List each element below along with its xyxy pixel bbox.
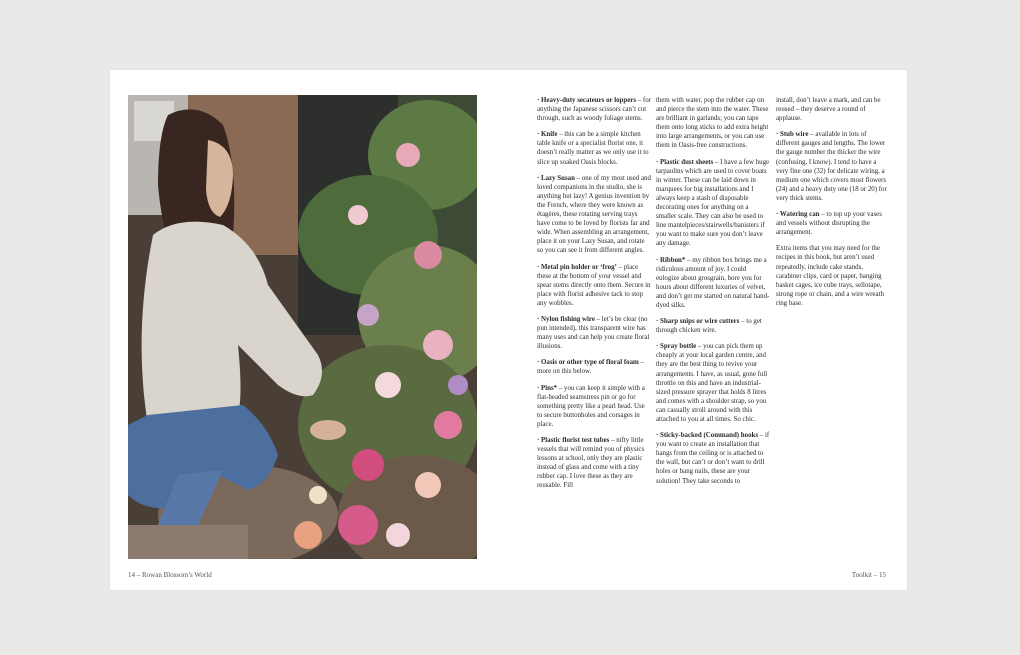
toolkit-item — [776, 96, 890, 123]
toolkit-item — [776, 244, 890, 308]
toolkit-item — [537, 263, 651, 308]
toolkit-item — [656, 256, 770, 311]
toolkit-item — [537, 358, 651, 376]
page-footer-right: Toolkit – 15 — [851, 571, 886, 579]
item-text: – to get through chicken wire. — [656, 318, 762, 335]
page-footer-left: 14 – Rowan Blossom’s World — [128, 571, 212, 579]
toolkit-item — [656, 158, 770, 249]
item-text: – my ribbon box brings me a ridiculous amount of joy. I could eulogize about grosgrain, bore you for hours about different luxuries of velvet, and don’t get me started on natural hand-dyed silks. — [656, 256, 770, 309]
toolkit-item — [656, 96, 770, 151]
item-term: · Watering can — [776, 211, 820, 219]
item-text: – place these at the bottom of your vessel and spear stems directly onto them. Secure in place with florist adhesive tack to stop any wobbles. — [537, 263, 651, 307]
toolkit-item — [537, 174, 651, 256]
item-text: – available in lots of different gauges and lengths. The lower the gauge number the thicker the wire (confusing, I know). I tend to have a very fine one (32) for delicate wiring, a medium one which covers most flowers (24) and a heavy duty one (18 or 20) for very thick stems. — [776, 131, 887, 202]
item-term: · Nylon fishing wire — [537, 315, 595, 323]
florist-photo — [128, 95, 477, 559]
item-text: – more on this below. — [537, 359, 644, 376]
toolkit-item — [776, 130, 890, 203]
item-term: · Spray bottle — [656, 343, 697, 351]
toolkit-item — [537, 315, 651, 351]
item-term: · Sticky-backed (Command) hooks — [656, 432, 759, 440]
toolkit-item — [656, 431, 770, 486]
item-term: · Lazy Susan — [537, 174, 575, 182]
item-text: install, don’t leave a mark, and can be reused – they deserve a round of applause. — [776, 97, 881, 123]
item-term: · Plastic dust sheets — [656, 158, 714, 166]
item-term: · Pins* — [537, 384, 558, 392]
florist-illustration — [128, 95, 477, 559]
text-column-1 — [537, 96, 651, 498]
item-text: – nifty little vessels that will remind you of physics lessons at school, only they are plastic instead of glass and come with a tiny rubber cap. I love these as they are reusable. Fill — [537, 437, 645, 490]
toolkit-item — [537, 130, 651, 166]
item-text: – this can be a simple kitchen table knife or a specialist florist one, it doesn’t really matter as we only use it to slice up soaked Oasis blocks. — [537, 131, 649, 166]
item-text: – you can pick them up cheaply at your local garden centre, and they are the best thing to revive your arrangements. I have, as usual, gone full throttle on this and have an industrial-sized pressure sprayer that holds 8 litres and comes with a shoulder strap, so you can casually stroll around with this attached to you at all times. So chic. — [656, 343, 768, 423]
item-term: · Oasis or other type of floral foam — [537, 359, 639, 367]
item-text: them with water, pop the rubber cap on and pierce the stem into the water. These are brilliant in garlands; you can tape them onto long sticks to add extra height into large arrangements, or you can use them in Oasis-free constructions. — [656, 97, 769, 150]
item-text: – you can keep it simple with a flat-headed seamstress pin or go for something pretty like a pearl head. Use to secure buttonholes and corsages in place. — [537, 384, 645, 428]
item-term: · Stub wire — [776, 131, 809, 139]
item-text: – to top up your vases and vessels without disrupting the arrangement. — [776, 211, 882, 237]
toolkit-item — [656, 317, 770, 335]
item-term: · Metal pin holder or ‘frog’ — [537, 263, 617, 271]
toolkit-item — [537, 384, 651, 429]
toolkit-item — [656, 342, 770, 424]
item-term: · Heavy-duty secateurs or loppers — [537, 97, 637, 104]
item-term: · Ribbon* — [656, 256, 686, 264]
toolkit-item — [776, 210, 890, 237]
toolkit-item — [537, 436, 651, 491]
item-text: – I have a few huge tarpaulins which are used to cover boats in winter. These can be laid down in marquees for big installations and I always keep a stash of disposable decorating ones for anything on a smaller scale. They can also be used to line mantelpieces/stairwells/banisters if you want to make sure you don’t leave any damage. — [656, 158, 770, 248]
book-spread — [110, 70, 907, 590]
item-text: – if you want to create an installation that hangs from the ceiling or is attached to the wall, but can’t or don’t want to drill holes or bang nails, these are your solution! They take seconds to — [656, 432, 770, 485]
text-column-2 — [656, 96, 770, 493]
item-text: – one of my most used and loved companions in the studio, she is anything but lazy! A genius invention by the French, where they were known as étagères, these rotating serving trays have come to be loved by florists far and wide. When assembling an arrangement, place it on your Lazy Susan, and rotate so you can see it from different angles. — [537, 174, 651, 255]
toolkit-item — [537, 96, 651, 123]
item-term: · Plastic florist test tubes — [537, 437, 610, 444]
item-term: · Knife — [537, 131, 558, 139]
text-column-3 — [776, 96, 890, 315]
item-text: – for anything the Japanese scissors can’t cut through, such as woody foliage stems. — [537, 97, 651, 123]
item-text: Extra items that you may need for the recipes in this book, but aren’t used repeatedly, include cake stands, carabiner clips, card or paper, banging basket cages, ice cube trays, sellotape, strong rope or chain, and a wire wreath ring base. — [776, 245, 884, 307]
item-text: – let’s be clear (no pun intended), this transparent wire has many uses and can help you create floral illusions. — [537, 315, 650, 351]
item-term: · Sharp snips or wire cutters — [656, 318, 740, 326]
